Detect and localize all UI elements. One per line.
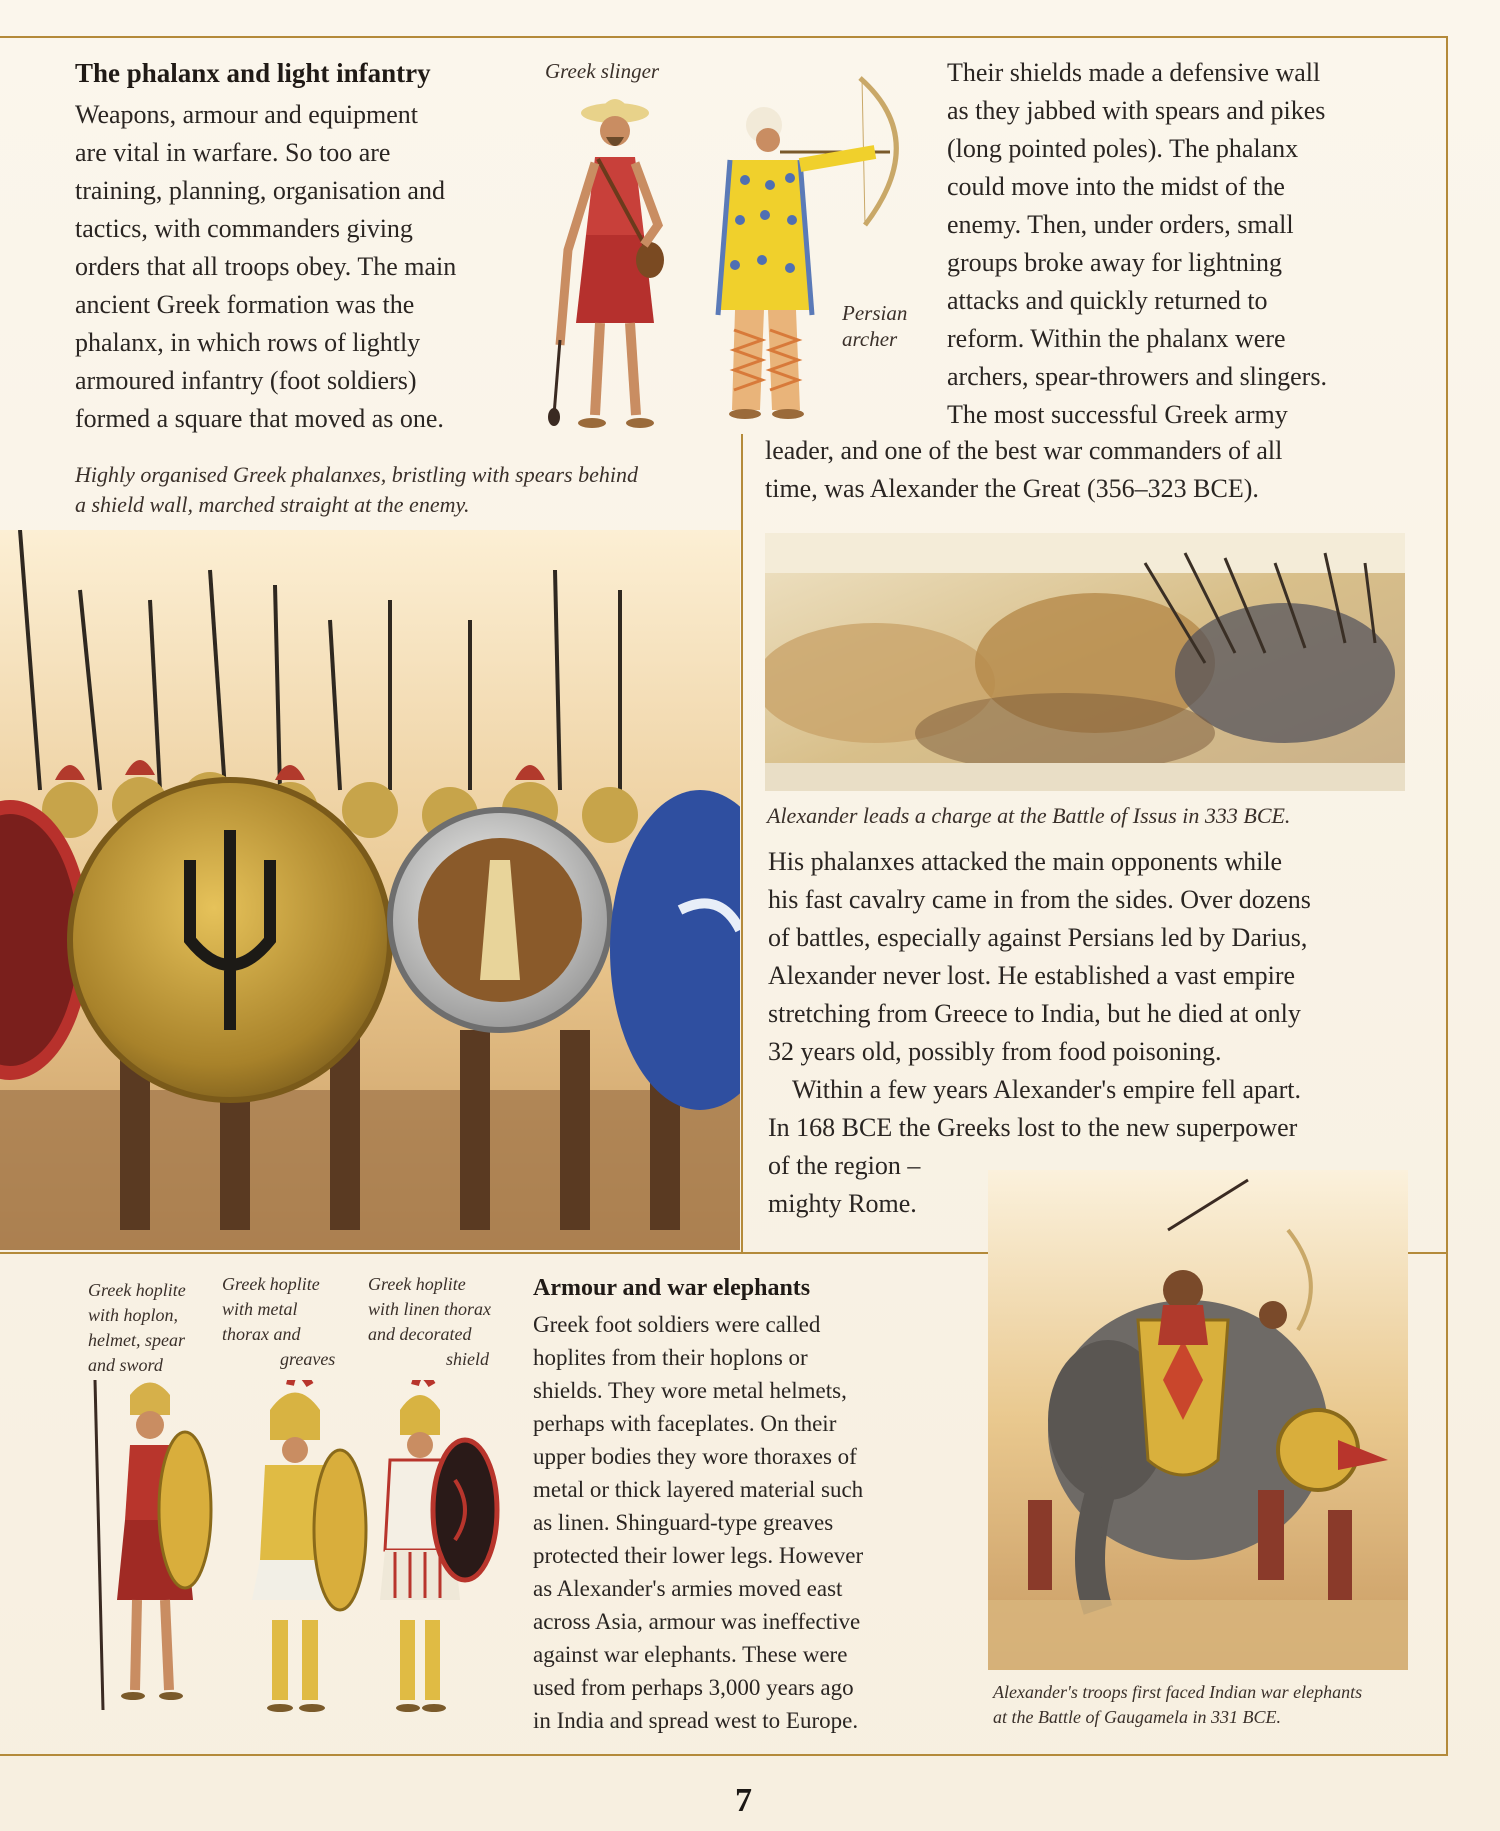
label-line: Greek hoplite [368, 1274, 466, 1294]
text-line: across Asia, armour was ineffective [533, 1609, 861, 1634]
text-line: are vital in warfare. So too are [75, 138, 391, 167]
hoplite3-label [368, 1272, 491, 1372]
phalanx-paragraph [75, 96, 530, 438]
text-line: leader, and one of the best war commanders of all [765, 436, 1283, 465]
greek-slinger-figure [540, 85, 690, 445]
text-line: Alexander never lost. He established a vast empire [768, 961, 1296, 990]
text-line: metal or thick layered material such [533, 1477, 864, 1502]
text-line: Within a few years Alexander's empire fell apart. [792, 1075, 1301, 1104]
text-line: as Alexander's armies moved east [533, 1576, 843, 1601]
text-line: training, planning, organisation and [75, 176, 445, 205]
caption-line: Alexander's troops first faced Indian war elephants [993, 1682, 1363, 1702]
alexander-paragraph [768, 843, 1438, 1071]
text-line: as linen. Shinguard-type greaves [533, 1510, 834, 1535]
text-line: hoplites from their hoplons or [533, 1345, 808, 1370]
text-line: as they jabbed with spears and pikes [947, 96, 1326, 125]
section-heading-armour: Armour and war elephants [533, 1275, 811, 1301]
slinger-label: Greek slinger [545, 59, 660, 83]
text-line: In 168 BCE the Greeks lost to the new superpower [768, 1113, 1298, 1142]
hoplite-hoplon-figure [85, 1370, 215, 1720]
hoplite1-label [88, 1278, 186, 1378]
label-line: with metal [222, 1299, 298, 1319]
text-line: protected their lower legs. However [533, 1543, 864, 1568]
frame-column-rule [741, 434, 743, 1252]
text-line: shields. They wore metal helmets, [533, 1378, 847, 1403]
label-line: Greek hoplite [88, 1280, 186, 1300]
text-line: Weapons, armour and equipment [75, 100, 419, 129]
issus-caption: Alexander leads a charge at the Battle of Issus in 333 BCE. [767, 803, 1291, 828]
label-line: greaves [280, 1349, 336, 1369]
text-line: Their shields made a defensive wall [947, 58, 1321, 87]
text-line: (long pointed poles). The phalanx [947, 134, 1299, 163]
label-line: Greek hoplite [222, 1274, 320, 1294]
caption-line: Highly organised Greek phalanxes, bristling with spears behind [75, 462, 638, 487]
label-line: shield [446, 1349, 489, 1369]
archer-label [842, 300, 907, 352]
text-line: formed a square that moved as one. [75, 404, 444, 433]
text-line: ancient Greek formation was the [75, 290, 415, 319]
text-line: time, was Alexander the Great (356–323 BCE). [765, 474, 1259, 503]
text-line: perhaps with faceplates. On their [533, 1411, 837, 1436]
frame-top-rule [0, 36, 1448, 38]
issus-mosaic-image [765, 533, 1405, 791]
hoplite-metal-thorax-figure [220, 1380, 370, 1730]
phalanx-caption [75, 460, 735, 520]
hoplite2-label [222, 1272, 335, 1372]
text-line: enemy. Then, under orders, small [947, 210, 1294, 239]
text-line: used from perhaps 3,000 years ago [533, 1675, 854, 1700]
text-line: Greek foot soldiers were called [533, 1312, 821, 1337]
armour-paragraph [533, 1308, 953, 1737]
text-line: reform. Within the phalanx were [947, 324, 1286, 353]
text-line: upper bodies they wore thoraxes of [533, 1444, 857, 1469]
label-line: and decorated [368, 1324, 472, 1344]
elephant-caption [993, 1680, 1362, 1730]
text-line: archers, spear-throwers and slingers. [947, 362, 1327, 391]
label-line: Persian [842, 301, 908, 325]
frame-right-rule [1446, 36, 1448, 1756]
caption-line: a shield wall, marched straight at the enemy. [75, 492, 470, 517]
text-line: in India and spread west to Europe. [533, 1708, 859, 1733]
text-line: 32 years old, possibly from food poisoning. [768, 1037, 1222, 1066]
hoplite-linen-thorax-figure [360, 1380, 500, 1730]
war-elephant-image [988, 1170, 1408, 1670]
text-line: of battles, especially against Persians led by Darius, [768, 923, 1308, 952]
text-line: stretching from Greece to India, but he died at only [768, 999, 1301, 1028]
frame-bottom-rule [0, 1754, 1448, 1756]
text-line: attacks and quickly returned to [947, 286, 1268, 315]
section-heading-phalanx: The phalanx and light infantry [75, 58, 431, 88]
label-line: thorax and [222, 1324, 301, 1344]
text-line: of the region – [768, 1151, 921, 1180]
text-line: armoured infantry (foot soldiers) [75, 366, 417, 395]
text-line: orders that all troops obey. The main [75, 252, 457, 281]
label-line: helmet, spear [88, 1330, 185, 1350]
right-column-text [947, 54, 1442, 434]
right-column-wide-text [765, 432, 1445, 508]
text-line: tactics, with commanders giving [75, 214, 413, 243]
page-number: 7 [735, 1782, 752, 1819]
label-line: with hoplon, [88, 1305, 179, 1325]
text-line: could move into the midst of the [947, 172, 1285, 201]
text-line: his fast cavalry came in from the sides. Over dozens [768, 885, 1311, 914]
label-line: archer [842, 327, 898, 351]
persian-archer-figure [690, 70, 920, 450]
text-line: against war elephants. These were [533, 1642, 848, 1667]
text-line: His phalanxes attacked the main opponents while [768, 847, 1283, 876]
text-line: The most successful Greek army [947, 400, 1288, 429]
text-line: mighty Rome. [768, 1189, 917, 1218]
phalanx-image [0, 530, 740, 1250]
text-line: groups broke away for lightning [947, 248, 1283, 277]
text-line: phalanx, in which rows of lightly [75, 328, 421, 357]
caption-line: at the Battle of Gaugamela in 331 BCE. [993, 1707, 1281, 1727]
label-line: and sword [88, 1355, 163, 1375]
label-line: with linen thorax [368, 1299, 491, 1319]
